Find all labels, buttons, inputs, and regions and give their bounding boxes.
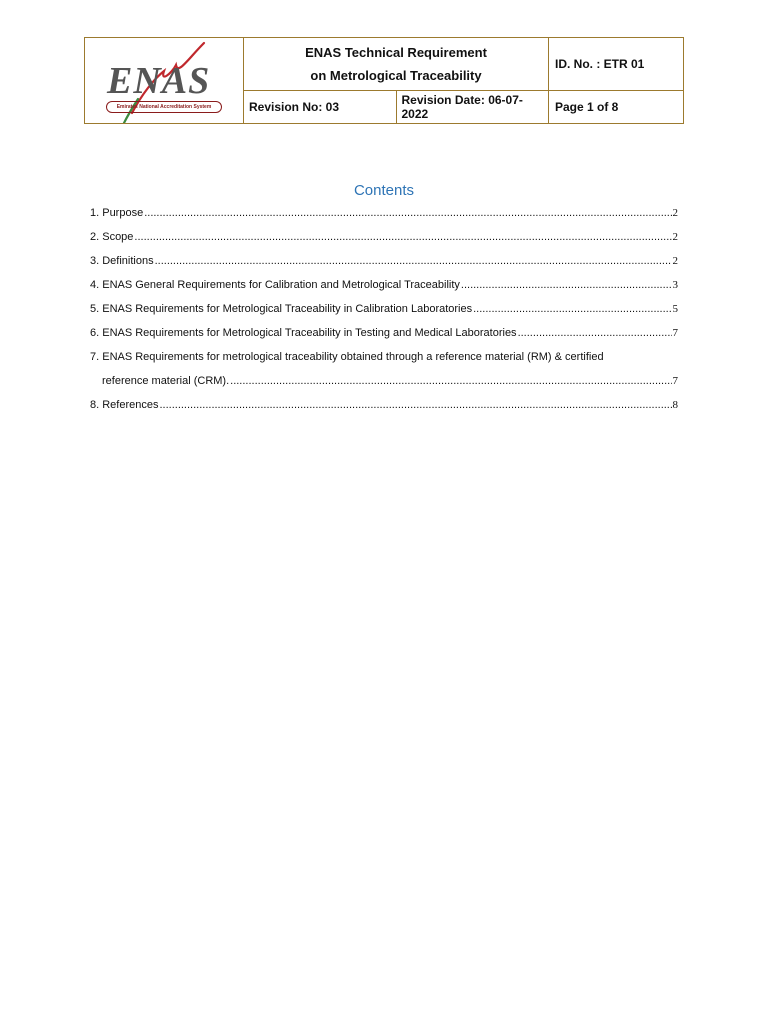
toc-item-page: 7 — [672, 375, 678, 387]
toc-leader-dots — [461, 277, 672, 293]
page-number: Page 1 of 8 — [549, 91, 684, 124]
title-line-2: on Metrological Traceability — [310, 68, 482, 84]
toc-leader-dots — [473, 301, 671, 317]
toc-item-label: 1. Purpose — [90, 207, 144, 219]
toc-item-label: 2. Scope — [90, 231, 134, 243]
toc-item-general-requirements[interactable] — [90, 277, 678, 301]
toc-item-definitions[interactable] — [90, 253, 678, 277]
title-line-1: ENAS Technical Requirement — [305, 45, 487, 61]
toc-item-calibration-labs[interactable] — [90, 301, 678, 325]
toc-item-purpose[interactable] — [90, 205, 678, 229]
logo-subtitle: Emirates National Accreditation System — [106, 101, 222, 113]
table-of-contents — [90, 205, 678, 421]
document-header — [84, 37, 684, 124]
toc-item-label: 5. ENAS Requirements for Metrological Traceability in Calibration Laboratories — [90, 303, 473, 315]
document-title — [244, 38, 549, 91]
toc-leader-dots — [159, 397, 671, 413]
toc-item-page: 2 — [672, 255, 678, 267]
toc-leader-dots — [518, 325, 672, 341]
toc-item-label: 6. ENAS Requirements for Metrological Traceability in Testing and Medical Laboratories — [90, 327, 517, 339]
contents-heading: Contents — [353, 182, 415, 199]
toc-item-page: 3 — [672, 279, 678, 291]
toc-item-page: 2 — [672, 231, 678, 243]
toc-leader-dots — [144, 205, 671, 221]
toc-item-label: 7. ENAS Requirements for metrological traceability obtained through a reference material (RM) & certified — [90, 351, 604, 363]
toc-item-label-cont: reference material (CRM). — [102, 375, 230, 387]
id-number: ID. No. : ETR 01 — [549, 38, 684, 91]
toc-leader-dots — [134, 229, 671, 245]
toc-item-testing-medical-labs[interactable] — [90, 325, 678, 349]
toc-item-page: 5 — [672, 303, 678, 315]
toc-item-reference-material-cont[interactable] — [90, 373, 678, 397]
revision-date: Revision Date: 06-07-2022 — [396, 91, 549, 124]
toc-item-label: 3. Definitions — [90, 255, 154, 267]
logo-wordmark: ENAS — [107, 59, 211, 102]
toc-item-scope[interactable] — [90, 229, 678, 253]
enas-logo — [94, 39, 234, 123]
toc-item-label: 4. ENAS General Requirements for Calibration and Metrological Traceability — [90, 279, 460, 291]
toc-leader-dots — [230, 373, 671, 389]
toc-item-page: 2 — [672, 207, 678, 219]
toc-leader-dots — [155, 253, 672, 269]
revision-number: Revision No: 03 — [244, 91, 397, 124]
toc-item-label: 8. References — [90, 399, 159, 411]
toc-item-page: 7 — [672, 327, 678, 339]
toc-item-page: 8 — [672, 399, 678, 411]
logo-cell — [85, 38, 244, 124]
toc-item-references[interactable] — [90, 397, 678, 421]
toc-item-reference-material[interactable] — [90, 349, 678, 373]
